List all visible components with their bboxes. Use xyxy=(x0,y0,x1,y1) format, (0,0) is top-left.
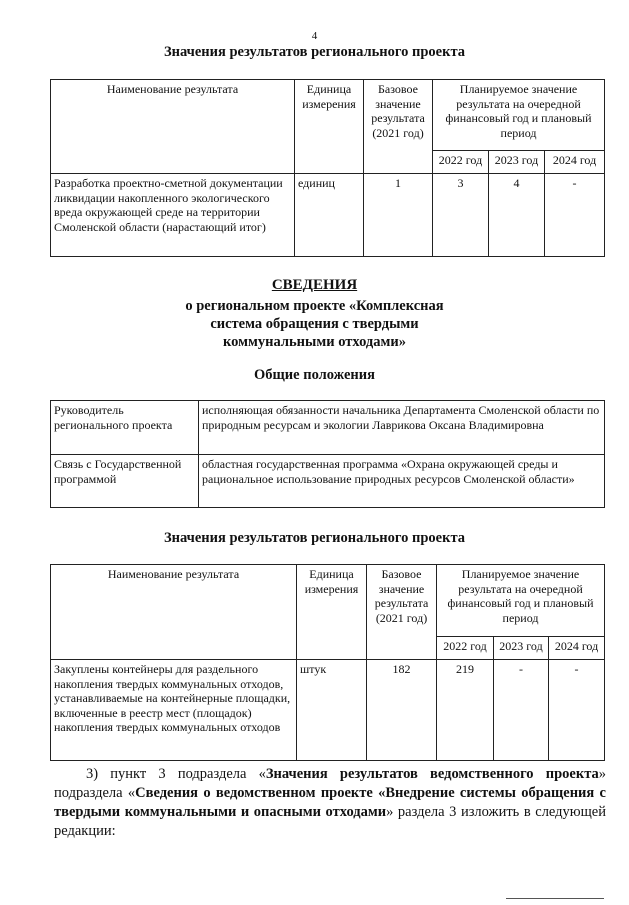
header-unit: Единица измерения xyxy=(295,80,364,174)
header-base: Базовое значение результата (2021 год) xyxy=(367,565,437,660)
header-2023: 2023 год xyxy=(494,637,549,660)
header-unit: Единица измерения xyxy=(297,565,367,660)
row-name: Закуплены контейнеры для раздельного накопления твердых коммунальных отходов, устанавливаемые на контейнерные площадки, включенные в реестр мест (площадок) накопления твердых коммунальных отходов xyxy=(51,660,297,761)
row-unit: штук xyxy=(297,660,367,761)
header-2022: 2022 год xyxy=(437,637,494,660)
row-2024: - xyxy=(549,660,605,761)
header-planned: Планируемое значение результата на очередной финансовый год и плановый период xyxy=(437,565,605,637)
general-value-leader: исполняющая обязанности начальника Департамента Смоленской области по природным ресурсам и экологии Лаврикова Оксана Владимировна xyxy=(199,401,605,455)
header-base: Базовое значение результата (2021 год) xyxy=(364,80,433,174)
header-name: Наименование результата xyxy=(51,565,297,660)
header-2022: 2022 год xyxy=(433,151,489,174)
svedeniya-line-3: коммунальными отходами» xyxy=(223,334,406,350)
results-table-2 xyxy=(50,564,605,761)
header-2023: 2023 год xyxy=(489,151,545,174)
header-2024: 2024 год xyxy=(545,151,605,174)
page-number: 4 xyxy=(311,30,318,42)
amendment-paragraph xyxy=(54,765,606,841)
row-name: Разработка проектно-сметной документации ликвидации накопленного экологического вреда окружающей среде на территории Смоленской области (нарастающий итог) xyxy=(51,174,295,257)
header-name: Наименование результата xyxy=(51,80,295,174)
svedeniya-line-1: о региональном проекте «Комплексная xyxy=(185,298,444,314)
general-label-leader: Руководитель регионального проекта xyxy=(51,401,199,455)
svedeniya-title: СВЕДЕНИЯ xyxy=(271,277,358,293)
row-2023: - xyxy=(494,660,549,761)
footer-rule xyxy=(506,898,604,899)
row-base: 1 xyxy=(364,174,433,257)
row-unit: единиц xyxy=(295,174,364,257)
general-heading: Общие положения xyxy=(254,367,375,383)
general-table xyxy=(50,400,605,508)
general-value-program: областная государственная программа «Охрана окружающей среды и рациональное использование природных ресурсов Смоленской области» xyxy=(199,455,605,508)
row-base: 182 xyxy=(367,660,437,761)
row-2022: 3 xyxy=(433,174,489,257)
row-2023: 4 xyxy=(489,174,545,257)
section1-heading: Значения результатов регионального проекта xyxy=(163,44,466,60)
svedeniya-line-2: система обращения с твердыми xyxy=(210,316,419,332)
header-2024: 2024 год xyxy=(549,637,605,660)
general-label-program: Связь с Государственной программой xyxy=(51,455,199,508)
para-text-3: » раздела 3 изложить в следующей редакции: xyxy=(54,804,607,839)
para-bold-2: Сведения о ведомственном проекте «Внедрение системы обращения с твердыми коммунальными и опасными отходами xyxy=(54,785,606,820)
para-text-1: 3) пункт 3 подраздела « xyxy=(86,766,266,782)
para-text-2: » подраздела « xyxy=(54,766,606,801)
section2-heading: Значения результатов регионального проекта xyxy=(163,530,466,546)
header-planned: Планируемое значение результата на очередной финансовый год и плановый период xyxy=(433,80,605,151)
row-2022: 219 xyxy=(437,660,494,761)
results-table-1 xyxy=(50,79,605,257)
row-2024: - xyxy=(545,174,605,257)
para-bold-1: Значения результатов ведомственного проекта xyxy=(265,766,599,782)
